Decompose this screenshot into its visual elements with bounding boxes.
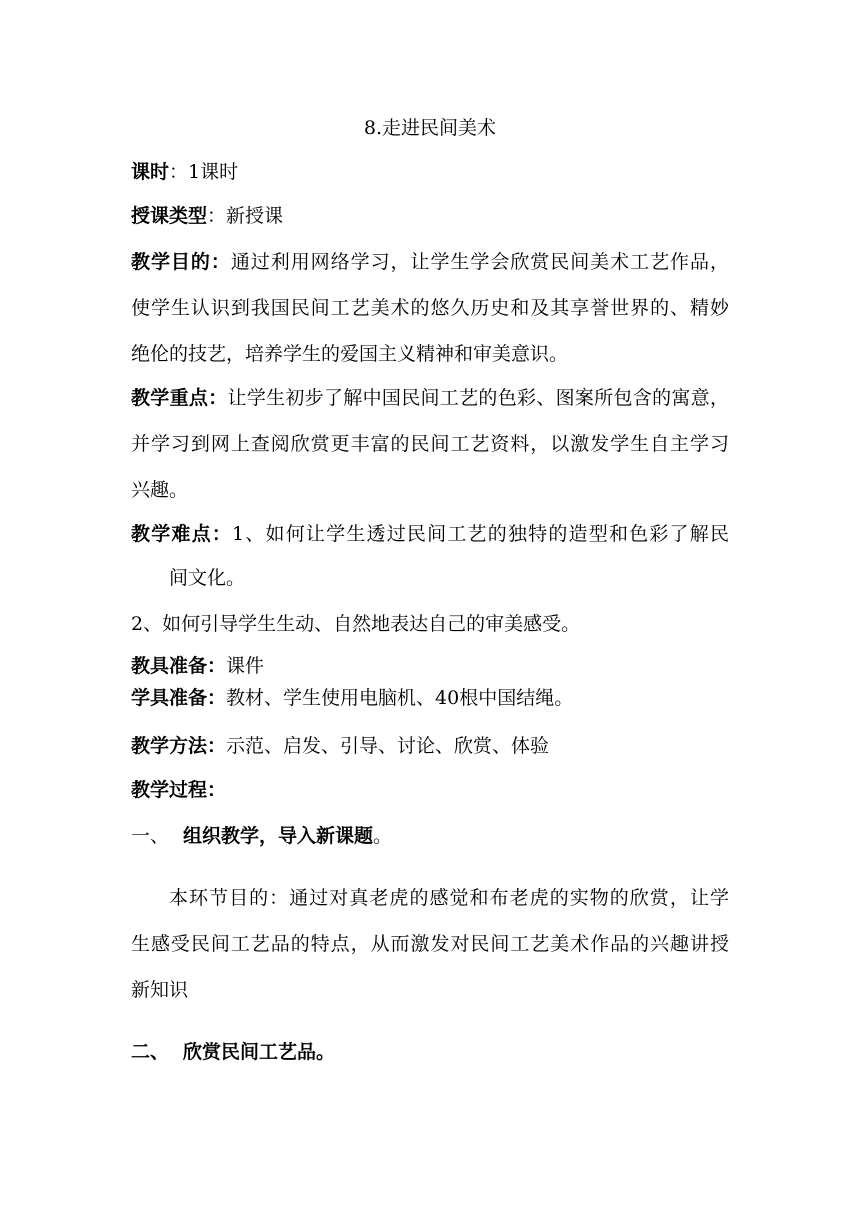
section-1-title-end: 。 — [373, 825, 393, 847]
lesson-type-value: 新授课 — [226, 205, 284, 227]
student-aids-label: 学具准备 — [131, 687, 208, 709]
key-points-line-2: 并学习到网上查阅欣赏更丰富的民间工艺资料，以激发学生自主学习 — [131, 433, 729, 455]
section-2-number: 二、 — [131, 1041, 170, 1063]
section-1-number: 一、 — [131, 825, 170, 847]
lesson-type-colon: ： — [207, 205, 227, 227]
section-1-text-line-1: 本环节目的：通过对真老虎的感觉和布老虎的实物的欣赏，让学 — [169, 887, 729, 909]
objective-label: 教学目的 — [131, 251, 211, 273]
difficulties-line-1 — [131, 522, 729, 546]
process-colon: ： — [207, 779, 227, 801]
teaching-aids-label: 教具准备 — [131, 655, 208, 677]
key-points-colon: ： — [208, 387, 228, 409]
class-hours-colon: ： — [169, 161, 189, 183]
process-label: 教学过程 — [131, 779, 208, 801]
section-1-title: 组织教学，导入新课题 — [183, 825, 374, 847]
difficulties-colon: ： — [211, 523, 233, 545]
student-aids-value: 教材、学生使用电脑机、40根中国结绳。 — [226, 687, 574, 709]
methods-colon: ： — [207, 735, 227, 757]
section-1-text-line-2: 生感受民间工艺品的特点，从而激发对民间工艺美术作品的兴趣讲授 — [131, 933, 729, 955]
lesson-type-row — [131, 204, 283, 228]
section-1-heading — [131, 824, 392, 848]
methods-row — [131, 734, 549, 758]
class-hours-label: 课时 — [131, 161, 170, 183]
student-aids-colon: ： — [207, 687, 227, 709]
methods-label: 教学方法 — [131, 735, 208, 757]
student-aids-row — [131, 686, 573, 710]
objective-text-1: 通过利用网络学习，让学生学会欣赏民间美术工艺作品， — [230, 251, 729, 273]
key-points-line-3: 兴趣。 — [131, 479, 189, 501]
class-hours-value: 1课时 — [188, 161, 239, 183]
methods-value: 示范、启发、引导、讨论、欣赏、体验 — [226, 735, 550, 757]
objective-line-1 — [131, 250, 729, 274]
difficulties-line-2: 间文化。 — [169, 567, 246, 589]
key-points-label: 教学重点 — [131, 387, 209, 409]
teaching-aids-value: 课件 — [226, 655, 265, 677]
key-points-text-1: 让学生初步了解中国民间工艺的色彩、图案所包含的寓意， — [227, 387, 729, 409]
difficulties-line-3: 2、如何引导学生生动、自然地表达自己的审美感受。 — [131, 613, 581, 635]
teaching-aids-row — [131, 654, 264, 678]
process-row — [131, 778, 226, 802]
difficulties-text-1: 1、如何让学生透过民间工艺的独特的造型和色彩了解民 — [232, 523, 729, 545]
class-hours-row — [131, 160, 238, 184]
key-points-line-1 — [131, 386, 729, 410]
document-title: 8.走进民间美术 — [363, 117, 497, 139]
objective-line-3: 绝伦的技艺，培养学生的爱国主义精神和审美意识。 — [131, 343, 569, 365]
objective-colon: ： — [210, 251, 231, 273]
difficulties-label: 教学难点 — [131, 523, 212, 545]
lesson-type-label: 授课类型 — [131, 205, 208, 227]
section-2-heading — [131, 1040, 335, 1064]
section-2-title: 欣赏民间工艺品。 — [183, 1041, 336, 1063]
objective-line-2: 使学生认识到我国民间工艺美术的悠久历史和及其享誉世界的、精妙 — [131, 297, 729, 319]
section-1-text-line-3: 新知识 — [131, 979, 189, 1001]
teaching-aids-colon: ： — [207, 655, 227, 677]
